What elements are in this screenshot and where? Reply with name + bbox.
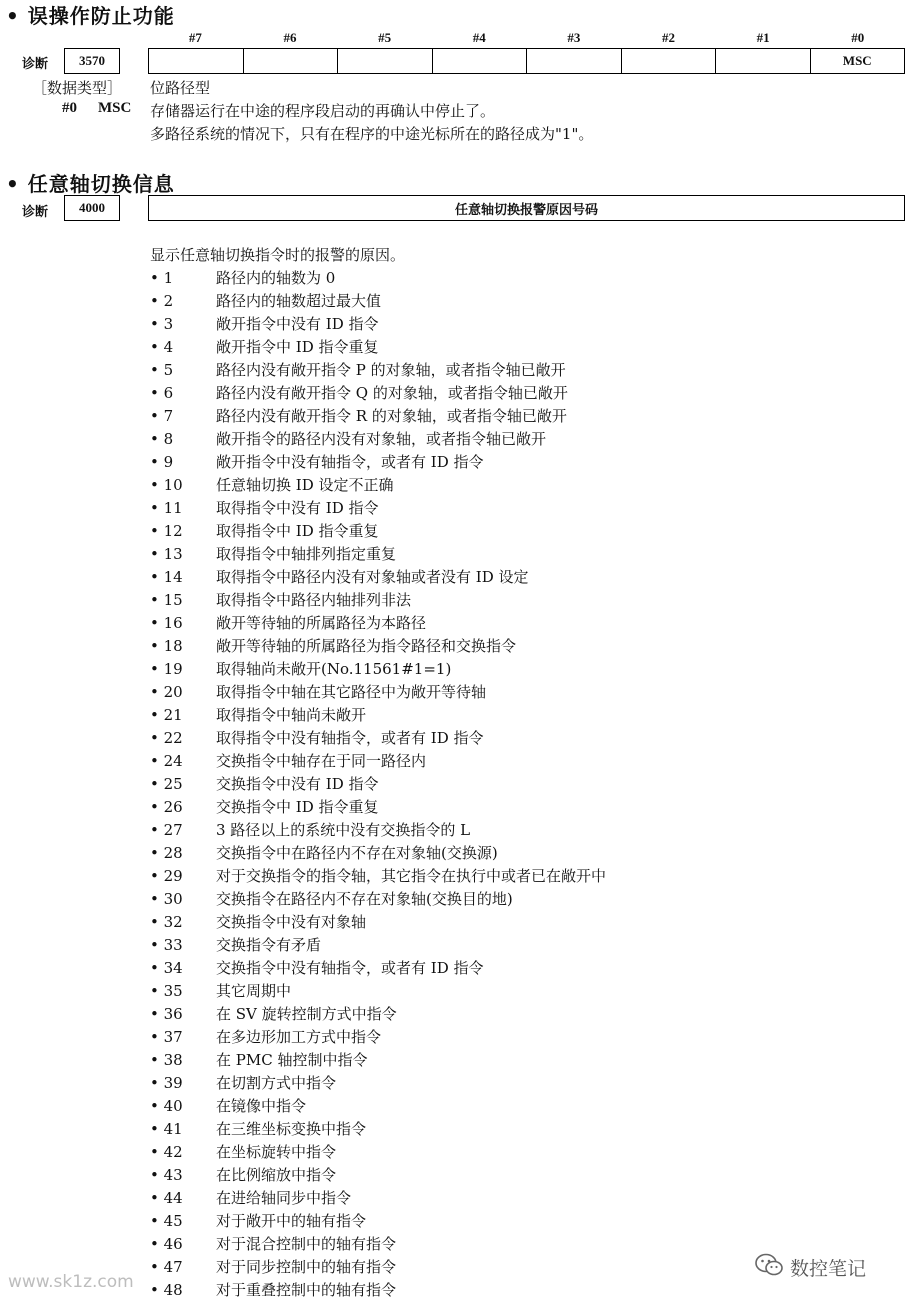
item-text: 敞开指令中没有轴指令，或者有 ID 指令: [216, 453, 484, 471]
list-item: [150, 612, 606, 635]
item-text: 交换指令中 ID 指令重复: [216, 798, 379, 816]
bit-cell: [244, 48, 339, 74]
item-number: • 43: [150, 1166, 183, 1184]
bit-header: #4: [472, 30, 486, 45]
item-number: • 6: [150, 384, 174, 402]
item-number: • 12: [150, 522, 183, 540]
item-text: 敞开指令中 ID 指令重复: [216, 338, 379, 356]
list-item: [150, 681, 606, 704]
item-number: • 1: [150, 269, 174, 287]
item-number: • 27: [150, 821, 183, 839]
list-item: [150, 428, 606, 451]
bit-header: #0: [851, 30, 865, 45]
list-item: [150, 566, 606, 589]
list-item: [150, 405, 606, 428]
list-item: [150, 1026, 606, 1049]
data-type-value: 位路径型: [150, 79, 211, 97]
item-text: 交换指令中没有对象轴: [216, 913, 367, 931]
bit-header: #1: [756, 30, 770, 45]
list-item: [150, 359, 606, 382]
item-number: • 25: [150, 775, 183, 793]
item-text: 交换指令中在路径内不存在对象轴(交换源): [216, 844, 498, 862]
section-heading-axis-switch: • 任意轴切换信息: [6, 172, 175, 196]
diag-label: 诊断: [22, 57, 49, 72]
item-text: 在比例缩放中指令: [216, 1166, 337, 1184]
item-text: 对于敞开中的轴有指令: [216, 1212, 367, 1230]
item-text: 在进给轴同步中指令: [216, 1189, 352, 1207]
item-number: • 21: [150, 706, 183, 724]
list-item: [150, 727, 606, 750]
item-number: • 26: [150, 798, 183, 816]
list-item: [150, 267, 606, 290]
list-item: [150, 520, 606, 543]
list-item: [150, 497, 606, 520]
list-item: [150, 382, 606, 405]
item-text: 取得指令中路径内没有对象轴或者没有 ID 设定: [216, 568, 529, 586]
data-type-label: ［数据类型］: [32, 79, 123, 97]
bit-desc-id: #0: [62, 100, 77, 116]
bit-header: #3: [567, 30, 581, 45]
item-text: 在坐标旋转中指令: [216, 1143, 337, 1161]
list-item: [150, 1072, 606, 1095]
item-text: 交换指令有矛盾: [216, 936, 322, 954]
item-text: 取得指令中轴尚未敞开: [216, 706, 367, 724]
diag-number-box: 4000: [64, 195, 120, 221]
item-text: 对于交换指令的指令轴，其它指令在执行中或者已在敞开中: [216, 867, 607, 885]
list-item: [150, 1095, 606, 1118]
item-text: 在 SV 旋转控制方式中指令: [216, 1005, 397, 1023]
alarm-cause-field: 任意轴切换报警原因号码: [148, 195, 905, 221]
item-text: 路径内的轴数为 0: [216, 269, 336, 287]
list-item: [150, 865, 606, 888]
item-number: • 34: [150, 959, 183, 977]
item-number: • 45: [150, 1212, 183, 1230]
item-text: 其它周期中: [216, 982, 292, 1000]
item-number: • 4: [150, 338, 174, 356]
list-item: [150, 474, 606, 497]
diag-label: 诊断: [22, 205, 49, 220]
item-number: • 28: [150, 844, 183, 862]
watermark-account: [754, 1252, 866, 1283]
item-text: 取得指令中 ID 指令重复: [216, 522, 379, 540]
list-item: [150, 842, 606, 865]
intro-text: 显示任意轴切换指令时的报警的原因。: [150, 246, 406, 264]
list-item: [150, 635, 606, 658]
bit-cell: [622, 48, 717, 74]
item-text: 敞开指令的路径内没有对象轴，或者指令轴已敞开: [216, 430, 547, 448]
item-number: • 10: [150, 476, 183, 494]
bit-header: #2: [661, 30, 675, 45]
watermark-account-name: 数控笔记: [790, 1258, 867, 1280]
item-text: 对于混合控制中的轴有指令: [216, 1235, 397, 1253]
item-text: 敞开指令中没有 ID 指令: [216, 315, 379, 333]
item-number: • 5: [150, 361, 174, 379]
list-item: [150, 313, 606, 336]
item-number: • 38: [150, 1051, 183, 1069]
item-number: • 36: [150, 1005, 183, 1023]
bit-desc-line: 多路径系统的情况下，只有在程序的中途光标所在的路径成为"1"。: [150, 125, 594, 143]
bit-cell: [716, 48, 811, 74]
item-number: • 29: [150, 867, 183, 885]
list-item: [150, 1141, 606, 1164]
list-item: [150, 1003, 606, 1026]
item-number: • 22: [150, 729, 183, 747]
item-number: • 47: [150, 1258, 183, 1276]
item-text: 取得指令中轴排列指定重复: [216, 545, 397, 563]
bit-cell: [433, 48, 528, 74]
item-number: • 33: [150, 936, 183, 954]
item-number: • 39: [150, 1074, 183, 1092]
list-item: [150, 658, 606, 681]
list-item: [150, 934, 606, 957]
item-number: • 3: [150, 315, 174, 333]
bit-header-row: [148, 30, 905, 46]
item-number: • 46: [150, 1235, 183, 1253]
list-item: [150, 957, 606, 980]
item-number: • 44: [150, 1189, 183, 1207]
item-text: 敞开等待轴的所属路径为指令路径和交换指令: [216, 637, 517, 655]
item-text: 在三维坐标变换中指令: [216, 1120, 367, 1138]
item-number: • 20: [150, 683, 183, 701]
item-number: • 8: [150, 430, 174, 448]
wechat-icon: [754, 1252, 784, 1283]
list-item: [150, 543, 606, 566]
list-item: [150, 750, 606, 773]
list-item: [150, 819, 606, 842]
item-text: 在镜像中指令: [216, 1097, 307, 1115]
item-text: 路径内没有敞开指令 R 的对象轴，或者指令轴已敞开: [216, 407, 567, 425]
item-text: 路径内的轴数超过最大值: [216, 292, 382, 310]
item-text: 敞开等待轴的所属路径为本路径: [216, 614, 427, 632]
item-text: 路径内没有敞开指令 Q 的对象轴，或者指令轴已敞开: [216, 384, 568, 402]
item-text: 取得指令中没有轴指令，或者有 ID 指令: [216, 729, 484, 747]
bit-header: #7: [188, 30, 202, 45]
bit-cell: [527, 48, 622, 74]
item-number: • 14: [150, 568, 183, 586]
bit-desc-name: MSC: [98, 100, 132, 116]
item-text: 交换指令中没有轴指令，或者有 ID 指令: [216, 959, 484, 977]
item-number: • 35: [150, 982, 183, 1000]
list-item: [150, 1118, 606, 1141]
watermark-site: www.sk1z.com: [8, 1272, 134, 1292]
item-text: 对于同步控制中的轴有指令: [216, 1258, 397, 1276]
item-number: • 32: [150, 913, 183, 931]
item-text: 对于重叠控制中的轴有指令: [216, 1281, 397, 1299]
item-text: 3 路径以上的系统中没有交换指令的 L: [216, 821, 471, 839]
list-item: [150, 796, 606, 819]
bit-cell-msc: MSC: [811, 48, 906, 74]
item-number: • 48: [150, 1281, 183, 1299]
item-number: • 13: [150, 545, 183, 563]
item-text: 路径内没有敞开指令 P 的对象轴，或者指令轴已敞开: [216, 361, 566, 379]
item-text: 取得指令中轴在其它路径中为敞开等待轴: [216, 683, 487, 701]
item-number: • 37: [150, 1028, 183, 1046]
list-item: [150, 589, 606, 612]
item-number: • 11: [150, 499, 183, 517]
item-number: • 24: [150, 752, 183, 770]
list-item: [150, 1164, 606, 1187]
item-text: 交换指令中没有 ID 指令: [216, 775, 379, 793]
item-number: • 2: [150, 292, 174, 310]
bit-header: #5: [378, 30, 392, 45]
item-text: 取得轴尚未敞开(No.11561#1=1): [216, 660, 452, 678]
bit-cell: [148, 48, 244, 74]
list-item: [150, 336, 606, 359]
list-item: [150, 1256, 606, 1279]
bit-cell: [338, 48, 433, 74]
bit-header: #6: [283, 30, 297, 45]
list-item: [150, 290, 606, 313]
item-number: • 19: [150, 660, 183, 678]
list-item: [150, 911, 606, 934]
item-text: 任意轴切换 ID 设定不正确: [216, 476, 394, 494]
item-number: • 41: [150, 1120, 183, 1138]
section-heading-misoperation: • 误操作防止功能: [6, 4, 175, 28]
bit-value-row: [148, 48, 905, 74]
bit-desc-line: 存储器运行在中途的程序段启动的再确认中停止了。: [150, 102, 496, 120]
list-item: [150, 1210, 606, 1233]
item-text: 在 PMC 轴控制中指令: [216, 1051, 368, 1069]
item-number: • 7: [150, 407, 174, 425]
list-item: [150, 1049, 606, 1072]
item-number: • 30: [150, 890, 183, 908]
item-text: 取得指令中没有 ID 指令: [216, 499, 379, 517]
list-item: [150, 888, 606, 911]
item-text: 在多边形加工方式中指令: [216, 1028, 382, 1046]
alarm-cause-list: [150, 267, 606, 1302]
item-text: 在切割方式中指令: [216, 1074, 337, 1092]
list-item: [150, 1187, 606, 1210]
item-text: 取得指令中路径内轴排列非法: [216, 591, 412, 609]
item-number: • 40: [150, 1097, 183, 1115]
list-item: [150, 451, 606, 474]
item-text: 交换指令在路径内不存在对象轴(交换目的地): [216, 890, 513, 908]
list-item: [150, 1279, 606, 1302]
list-item: [150, 773, 606, 796]
item-number: • 15: [150, 591, 183, 609]
item-number: • 42: [150, 1143, 183, 1161]
list-item: [150, 980, 606, 1003]
item-number: • 16: [150, 614, 183, 632]
list-item: [150, 1233, 606, 1256]
item-text: 交换指令中轴存在于同一路径内: [216, 752, 427, 770]
item-number: • 9: [150, 453, 174, 471]
item-number: • 18: [150, 637, 183, 655]
diag-number-box: 3570: [64, 48, 120, 74]
list-item: [150, 704, 606, 727]
